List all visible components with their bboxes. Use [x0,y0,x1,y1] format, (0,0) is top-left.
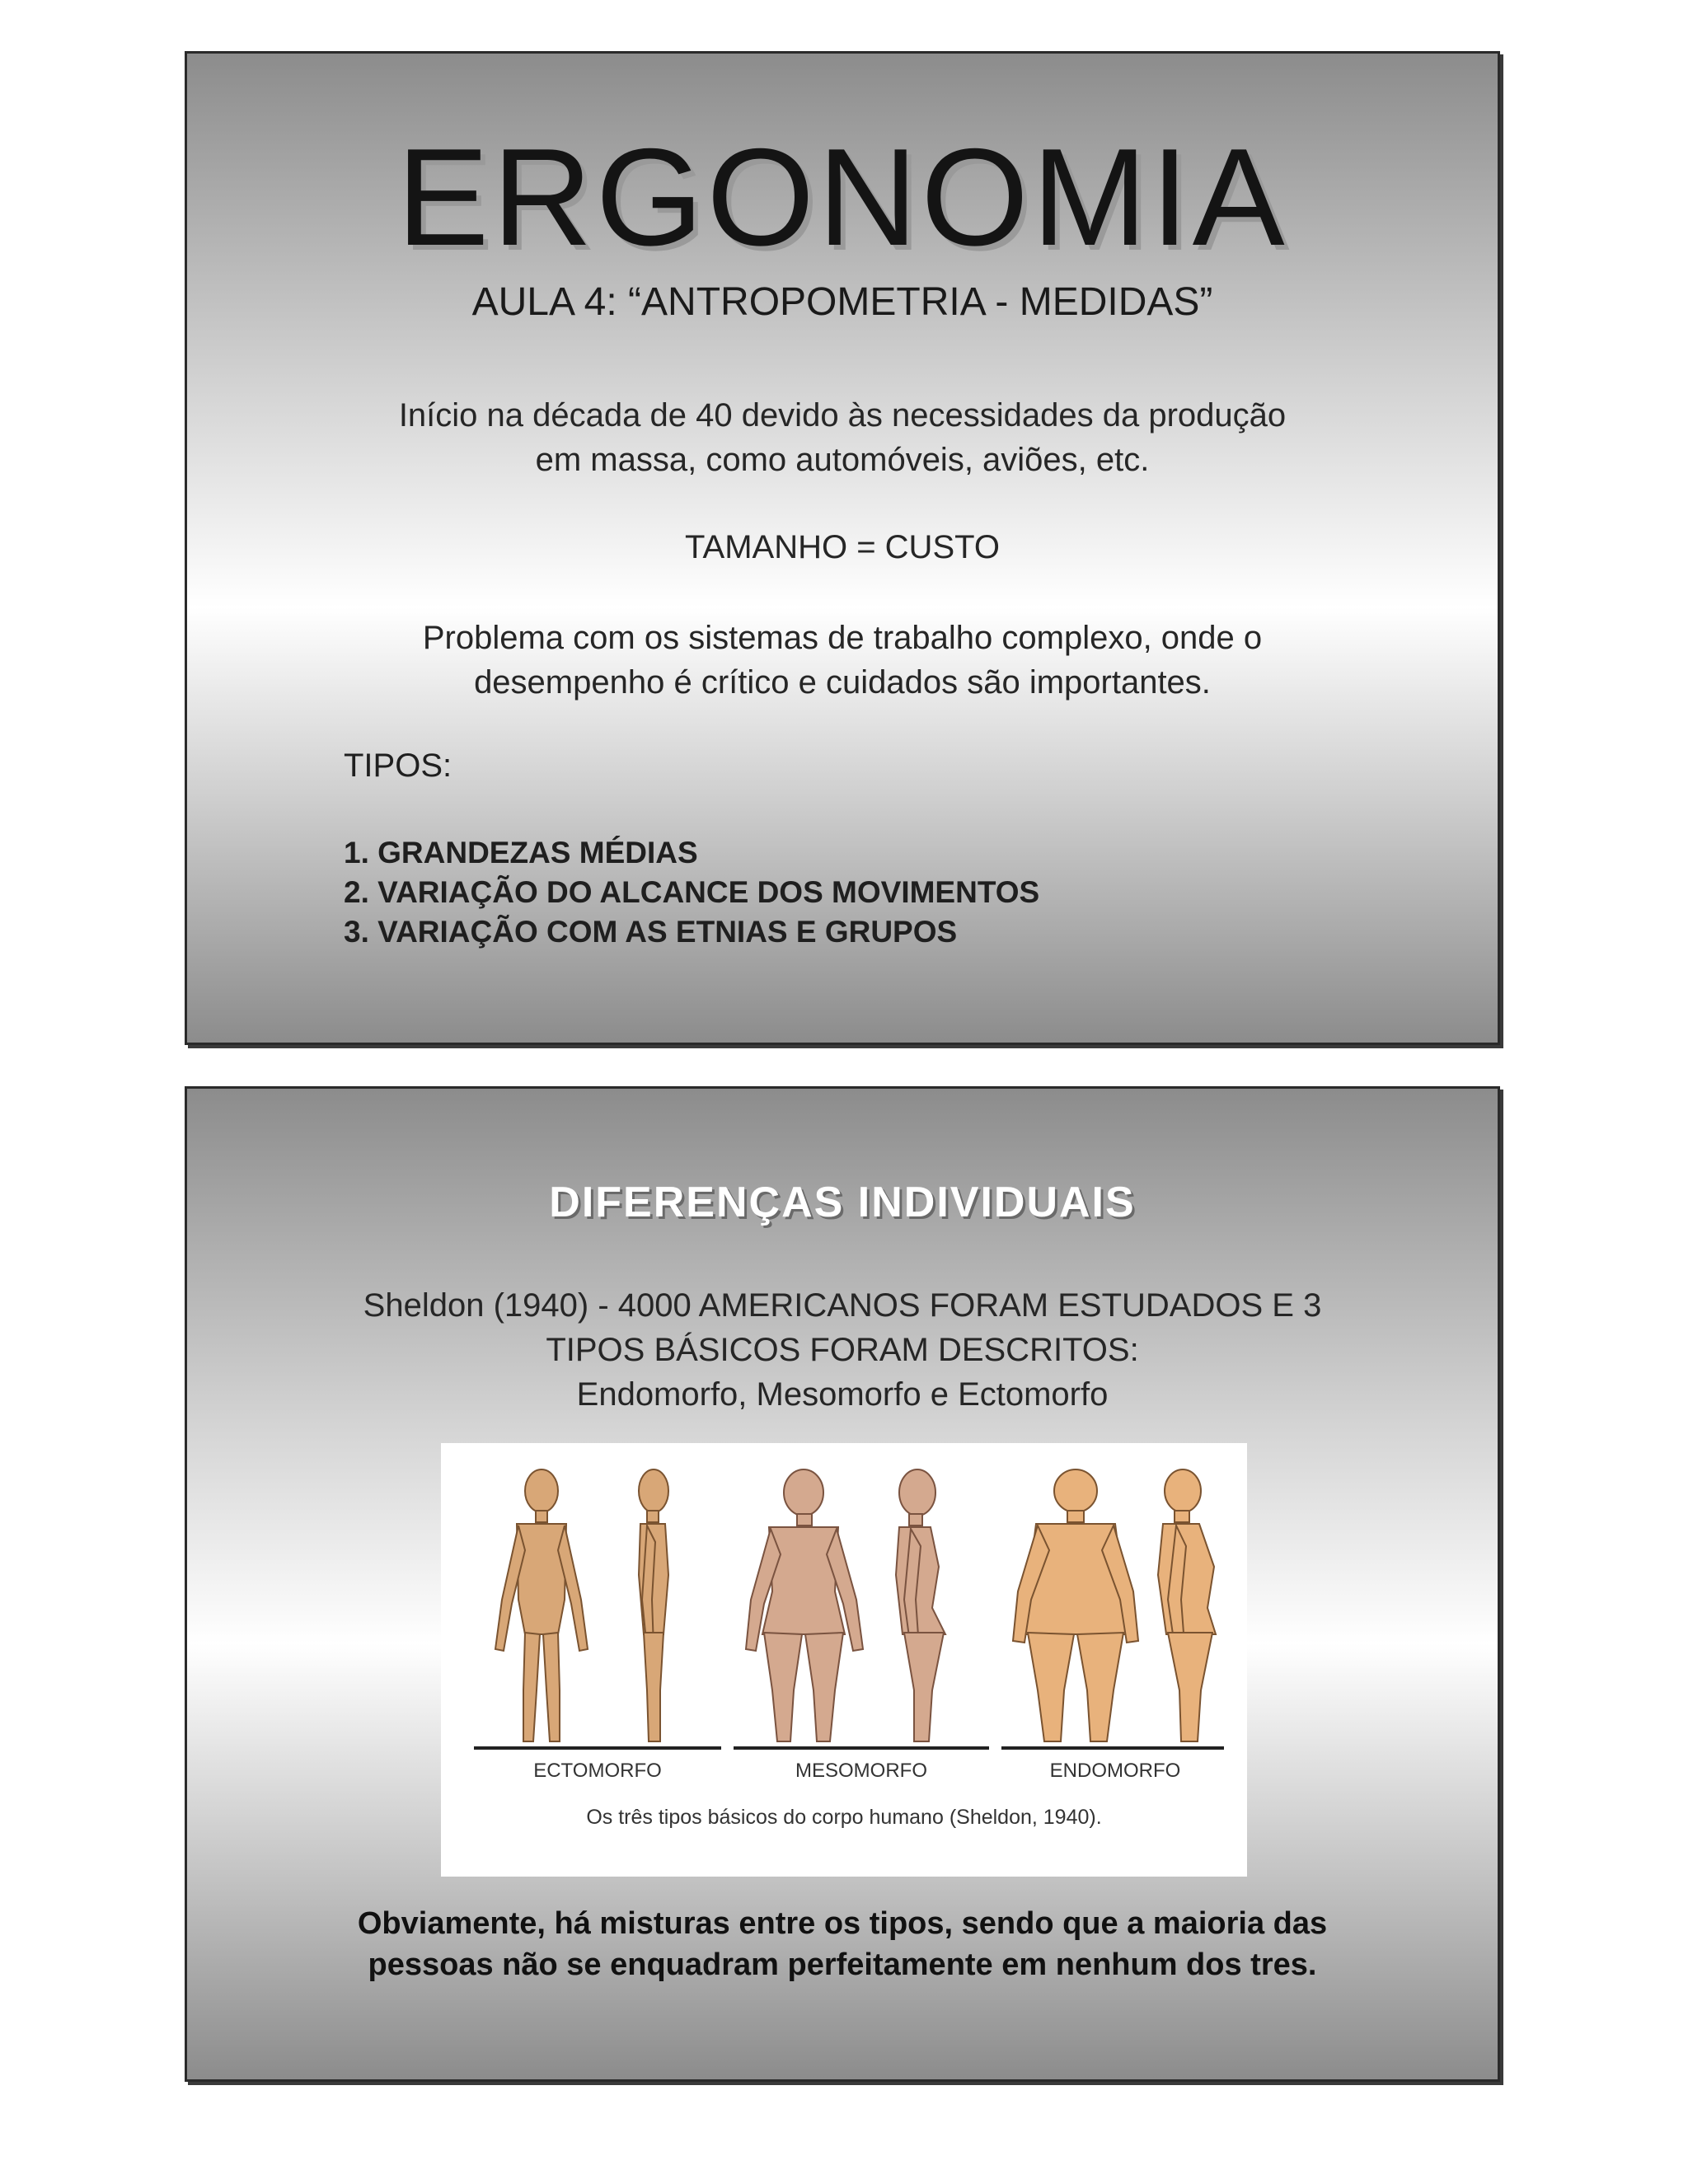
lesson-subtitle: AULA 4: “ANTROPOMETRIA - MEDIDAS” [471,280,1213,324]
slide-1 [185,51,1500,1045]
intro-line-1: Início na década de 40 devido às necessidades da produção [398,397,1287,434]
ectomorph-label: ECTOMORFO [533,1760,662,1782]
slide-2 [185,1086,1500,2082]
ectomorph-side-figure [639,1469,668,1741]
closing-line-1: Obviamente, há misturas entre os tipos, sendo que a maioria das [357,1906,1328,1941]
sheldon-line-2: TIPOS BÁSICOS FORAM DESCRITOS: [546,1332,1139,1368]
sheldon-line-3: Endomorfo, Mesomorfo e Ectomorfo [576,1376,1109,1413]
mesomorph-label: MESOMORFO [795,1760,927,1782]
slide-title: DIFERENÇAS INDIVIDUAIS [549,1179,1136,1226]
problem-line-2: desempenho é crítico e cuidados são importantes. [474,664,1211,701]
endomorph-front-figure [1013,1469,1138,1741]
mesomorph-side-figure [896,1469,945,1741]
intro-line-2: em massa, como automóveis, aviões, etc. [535,442,1150,478]
intro-paragraph [187,393,1498,482]
endomorph-label: ENDOMORFO [1049,1760,1181,1782]
tipos-heading: TIPOS: [344,748,452,784]
tipos-list [344,833,1039,952]
ectomorph-front-figure [495,1469,588,1741]
endomorph-side-figure [1158,1469,1216,1741]
sheldon-paragraph [187,1283,1498,1417]
figure-caption: Os três tipos básicos do corpo humano (Sheldon, 1940). [586,1806,1102,1829]
problem-line-1: Problema com os sistemas de trabalho complexo, onde o [422,620,1263,656]
somatotypes-figure [441,1443,1247,1877]
list-item: 3. VARIAÇÃO COM AS ETNIAS E GRUPOS [344,915,958,949]
list-item: 2. VARIAÇÃO DO ALCANCE DOS MOVIMENTOS [344,875,1040,909]
closing-paragraph [187,1903,1498,1985]
problem-paragraph [187,616,1498,705]
main-title: ERGONOMIA [396,120,1288,274]
mesomorph-front-figure [746,1469,863,1741]
sheldon-line-1: Sheldon (1940) - 4000 AMERICANOS FORAM ESTUDADOS E 3 [363,1287,1322,1324]
size-cost-equation: TAMANHO = CUSTO [685,529,1000,565]
closing-line-2: pessoas não se enquadram perfeitamente em nenhum dos tres. [368,1947,1317,1982]
list-item: 1. GRANDEZAS MÉDIAS [344,836,698,869]
